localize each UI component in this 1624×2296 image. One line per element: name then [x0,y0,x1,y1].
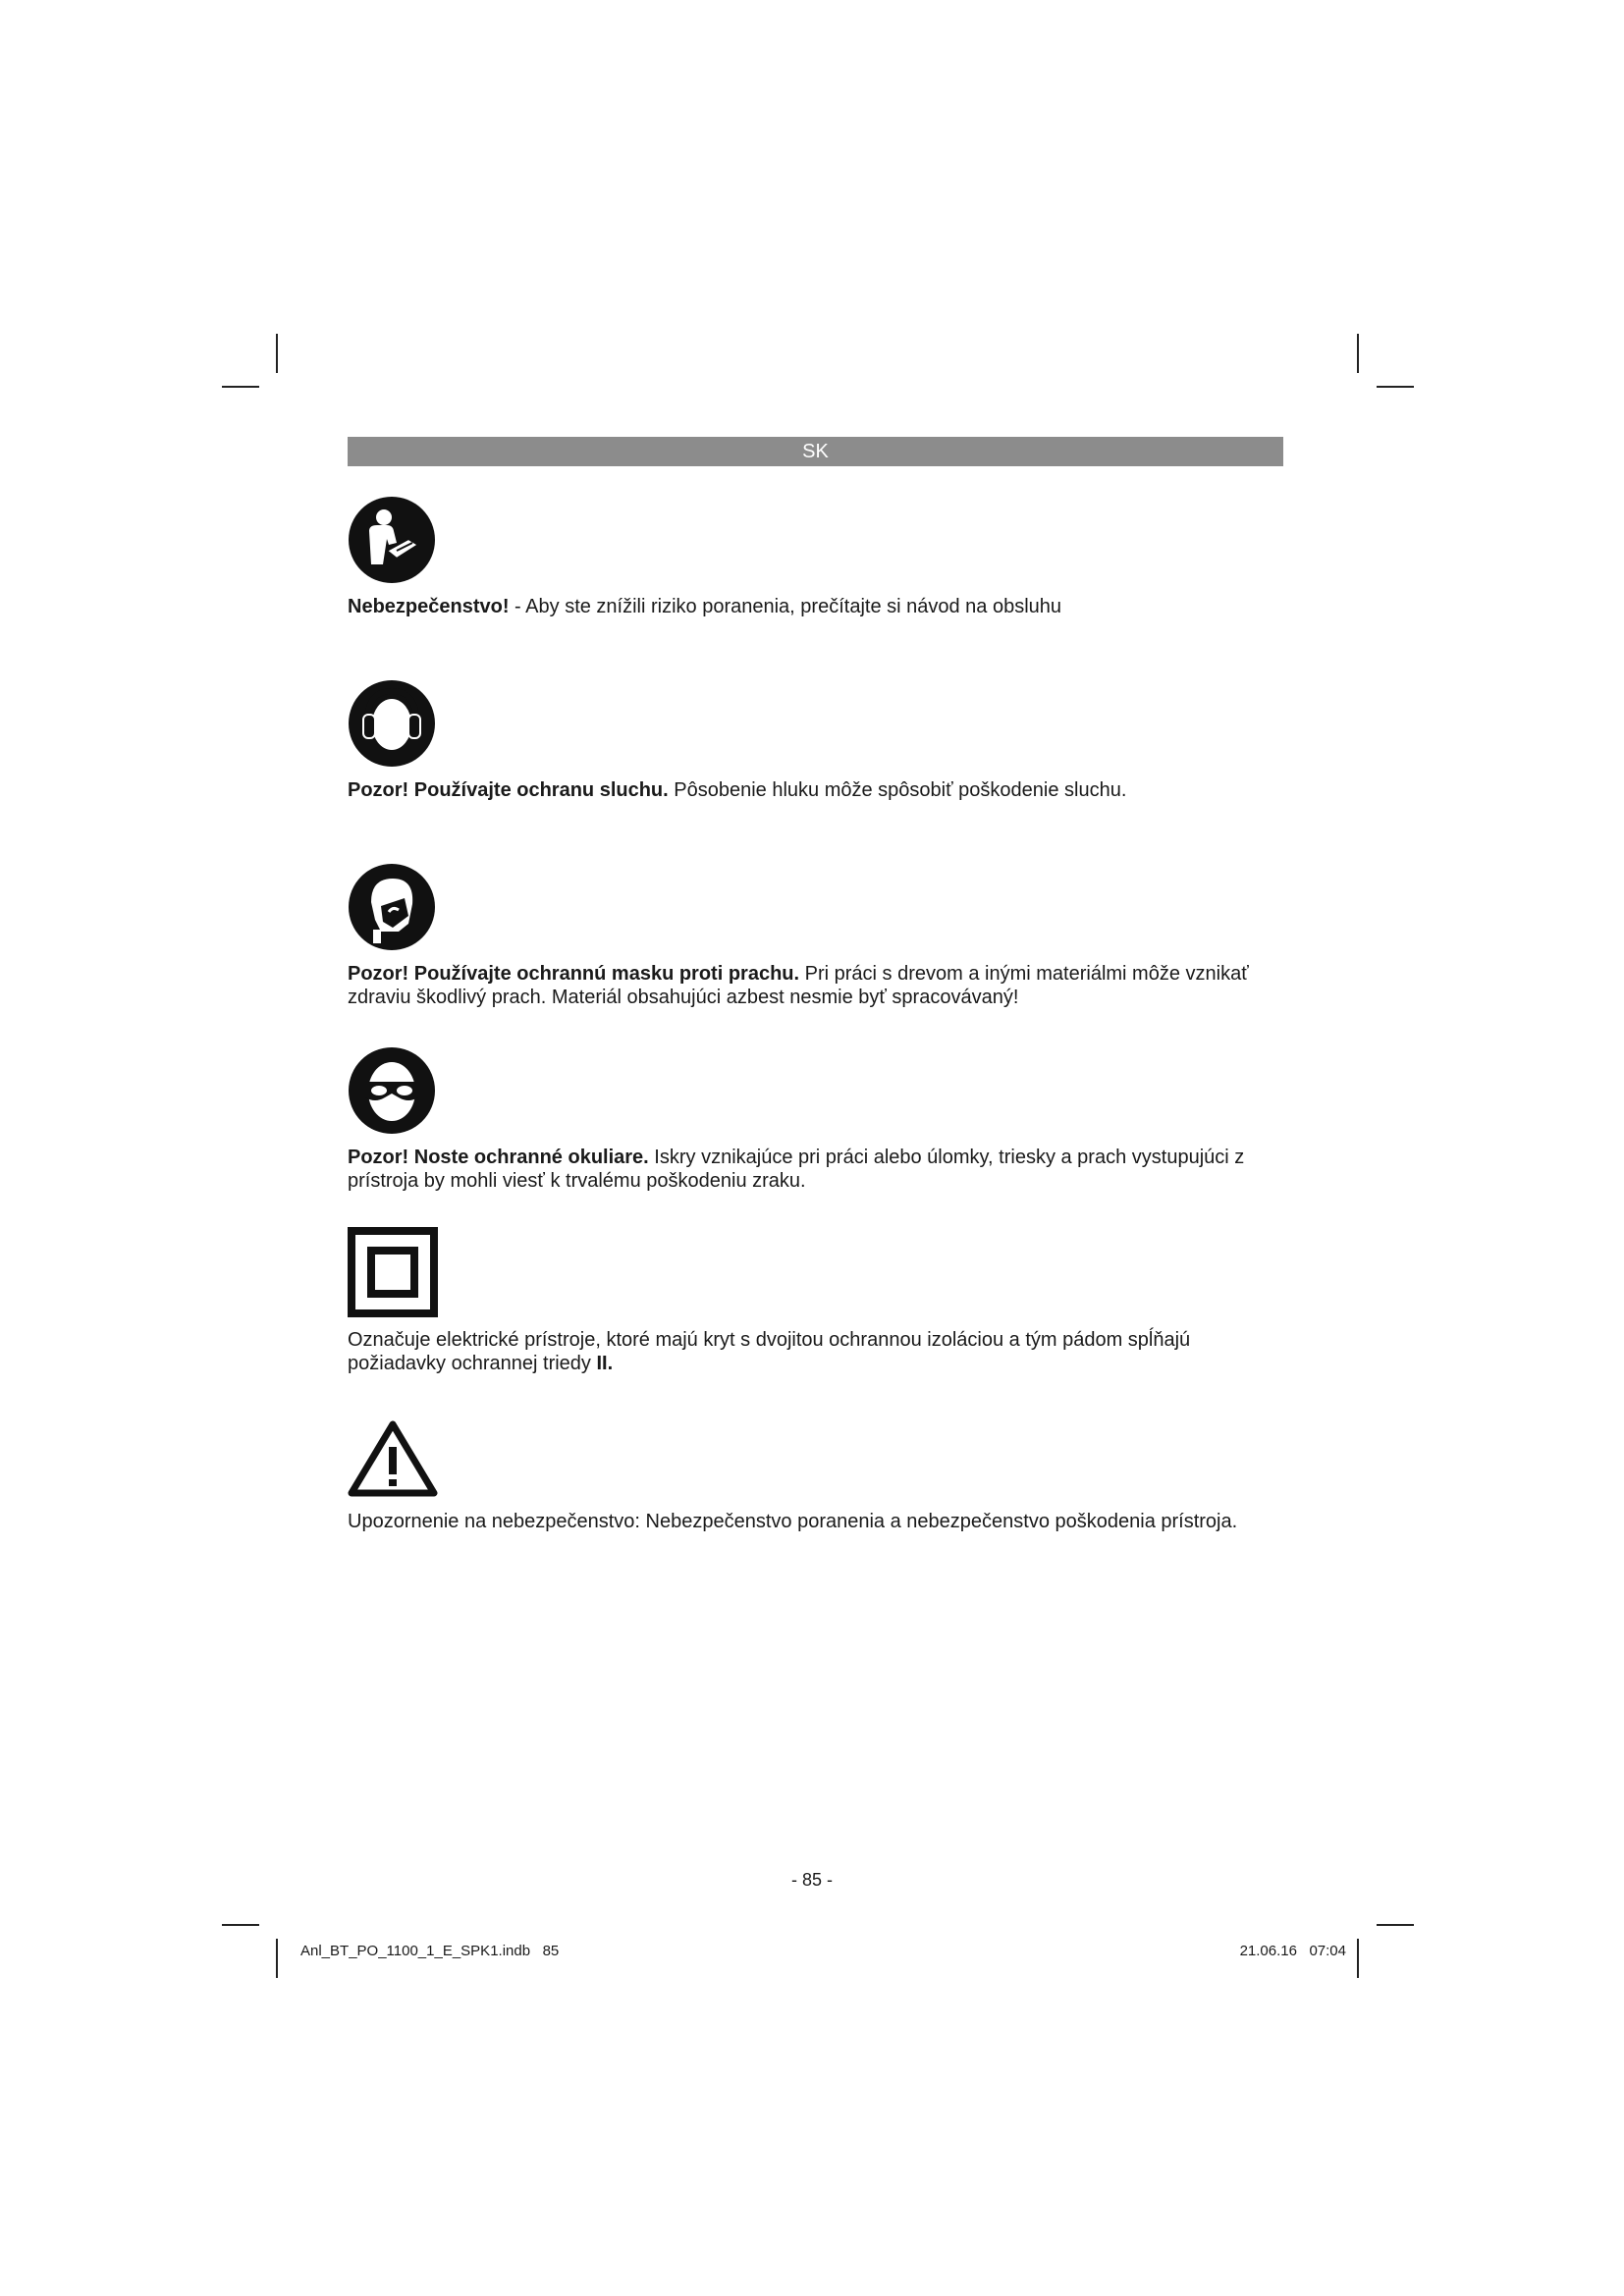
warning-text-dust-mask: Pozor! Používajte ochrannú masku proti prachu. Pri práci s drevom a inými materiálmi môže vznikať zdraviu škodlivý prach. Materiál obsahujúci azbest nesmie byť spracovávaný! [348,963,1249,1008]
warning-text-general-hazard: Upozornenie na nebezpečenstvo: Nebezpečenstvo poranenia a nebezpečenstvo poškodenia prístroja. [348,1511,1238,1532]
crop-mark [1377,1924,1414,1926]
dust-mask-icon [348,863,436,951]
crop-mark [1357,1939,1359,1978]
warning-text-safety-goggles: Pozor! Noste ochranné okuliare. Iskry vznikajúce pri práci alebo úlomky, triesky a prach vystupujúci z prístroja by mohli viesť k trvalému poškodeniu zraku. [348,1147,1245,1192]
warning-text-protection-class: Označuje elektrické prístroje, ktoré majú kryt s dvojitou ochrannou izoláciou a tým pádom spĺňajú požiadavky ochrannej triedy II. [348,1329,1191,1374]
page-number: - 85 - [790,1870,833,1890]
crop-mark [222,386,259,388]
footer-date-time: 21.06.16 07:04 [1239,1943,1346,1959]
warning-text-ear-protection: Pozor! Používajte ochranu sluchu. Pôsobenie hluku môže spôsobiť poškodenie sluchu. [348,779,1127,801]
warning-text-read-manual: Nebezpečenstvo! - Aby ste znížili riziko poranenia, prečítajte si návod na obsluhu [348,596,1062,617]
ear-protection-icon [348,679,436,768]
crop-mark [1377,386,1414,388]
warning-triangle-icon [348,1419,438,1498]
protection-class-ii-icon [348,1227,438,1317]
crop-mark [276,1939,278,1978]
footer-file-name: Anl_BT_PO_1100_1_E_SPK1.indb 85 [300,1943,560,1959]
crop-mark [1357,334,1359,373]
language-header-bar [348,437,1283,466]
safety-goggles-icon [348,1046,436,1135]
read-manual-icon [348,496,436,584]
crop-mark [276,334,278,373]
language-code: SK [802,440,829,462]
crop-mark [222,1924,259,1926]
